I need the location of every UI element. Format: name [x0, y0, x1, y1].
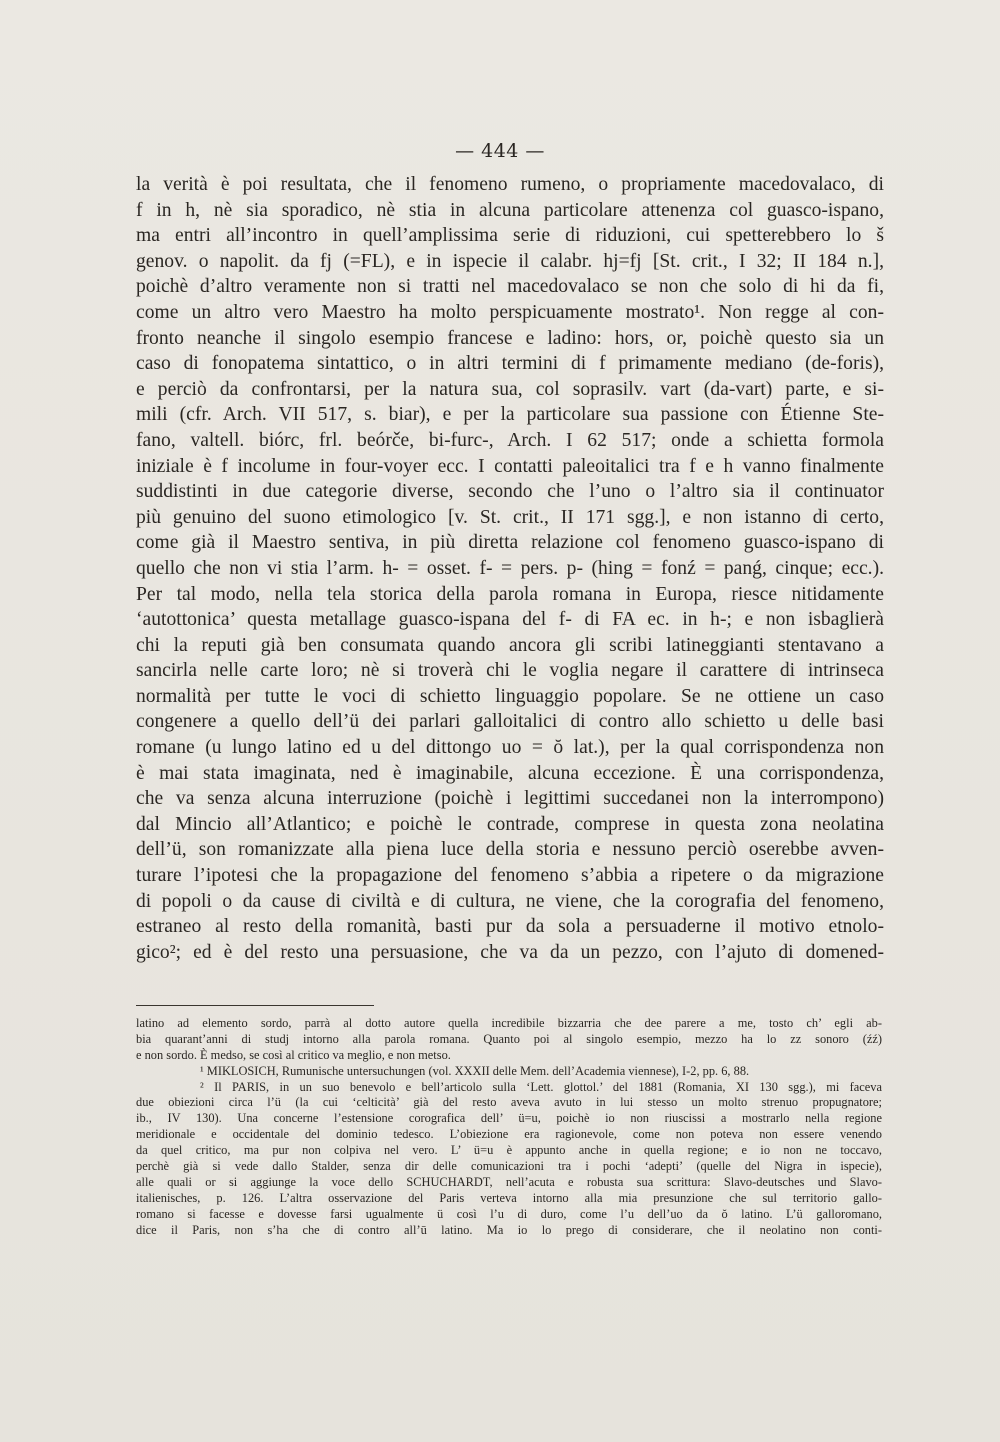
text-line: iniziale è f incolume in four-voyer ecc. I contatti paleoitalici tra f e h vanno finalmente: [136, 455, 884, 477]
text-line: genov. o napolit. da fj (=FL), e in ispecie il calabr. hj=fj [St. crit., I 32; II 184 n.],: [136, 250, 884, 272]
footnote-line: perchè già si vede dallo Stalder, senza dir delle comunicazioni tra i pochi ‘adepti’ (quelle del Nigra in ispecie),: [136, 1159, 882, 1174]
footnotes: [136, 1016, 882, 1238]
text-line: che va senza alcuna interruzione (poichè i legittimi succedanei non la interrompono): [136, 788, 884, 810]
text-line: fano, valtell. biórc, frl. beórče, bi-furc-, Arch. I 62 517; onde a schietta formola: [136, 429, 884, 451]
text-line: chi la reputi già ben consumata quando ancora gli scribi latineggianti stentavano a: [136, 634, 884, 656]
text-line: come un altro vero Maestro ha molto perspicuamente mostrato¹. Non regge al con-: [136, 301, 884, 323]
page-number: — 444 —: [455, 140, 545, 162]
text-line: congenere a quello dell’ü dei parlari galloitalici di contro allo schietto u delle basi: [136, 711, 884, 733]
text-line: ‘autottonica’ questa metallage guasco-ispana del f- di FA ec. in h-; e non isbaglierà: [136, 609, 884, 631]
footnote-line: italienisches, p. 126. L’altra osservazione del Paris verteva intorno alla mia presunzione che sul territorio gallo-: [136, 1190, 882, 1205]
footnote-line: e non sordo. È medso, se così al critico va meglio, e non metso.: [136, 1047, 451, 1062]
text-line: dell’ü, son romanizzate alla piena luce della storia e nessuno perciò oserebbe avven-: [136, 839, 884, 861]
text-line: normalità per tutte le voci di schietto linguaggio popolare. Se ne ottiene un caso: [136, 685, 884, 707]
text-line: gico²; ed è del resto una persuasione, che va da un pezzo, con l’ajuto di domened-: [136, 941, 884, 963]
footnote-line: alle quali or si aggiunge la voce dello SCHUCHARDT, nell’acuta e robusta sua scrittura: Slavo-deutsches und Slavo-: [136, 1174, 882, 1189]
text-line: quello che non vi stia l’arm. h- = osset. f- = pers. p- (hing = fonź = panǵ, cinque; ecc.).: [136, 557, 884, 579]
text-line: di popoli o da cause di civiltà e di cultura, ne viene, che la corografia del fenomeno,: [136, 890, 884, 912]
footnote-line: ² Il PARIS, in un suo benevolo e bell’articolo sulla ‘Lett. glottol.’ del 1881 (Romania, XI 130 sgg.), mi faceva: [200, 1079, 882, 1094]
footnote-divider: [136, 1005, 374, 1006]
text-line: e perciò da confrontarsi, per la natura sua, col soprasilv. vart (da-vart) parte, e si-: [136, 378, 884, 400]
footnote-line: da quel critico, ma pur non colpiva nel vero. L’ ü=u è appunto anche in quella regione; e io non ne toccavo,: [136, 1143, 882, 1158]
text-line: sancirla nelle carte loro; nè si troverà chi le voglia negare il carattere di intrinseca: [136, 660, 884, 682]
text-line: turare l’ipotesi che la propagazione del fenomeno s’abbia a ripetere o da migrazione: [136, 865, 884, 887]
text-line: come già il Maestro sentiva, in più diretta relazione col fenomeno guasco-ispano di: [136, 532, 884, 554]
footnote-line: due obiezioni circa l’ü (la cui ‘celticità’ già del resto aveva avuto in lui stesso un molto strenuo propugnatore;: [136, 1095, 882, 1110]
text-line: suddistinti in due categorie diverse, secondo che l’uno o l’altro sia il continuator: [136, 481, 884, 503]
footnote-line: bia quarant’anni di studj intorno alla parola romana. Quanto poi al singolo esempio, mezzo ha lo zz sonoro (źź): [136, 1031, 882, 1046]
footnote-line: ib., IV 130). Una concerne l’estensione corografica dell’ ü=u, poichè io non riuscissi a mostrarlo nella regione: [136, 1111, 882, 1126]
text-line: fronto neanche il singolo esempio francese e ladino: hors, or, poichè questo sia un: [136, 327, 884, 349]
text-line: ma entri all’incontro in quell’amplissima serie di riduzioni, cui spetterebbero lo š: [136, 225, 884, 247]
text-line: f in h, nè sia sporadico, nè stia in alcuna particolare attenenza col guasco-ispano,: [136, 199, 884, 221]
text-line: estraneo al resto della romanità, basti pur da sola a persuaderne il motivo etnolo-: [136, 916, 884, 938]
text-line: caso di fonopatema sintattico, o in altri termini di f primamente mediano (de-foris),: [136, 353, 884, 375]
main-text: [136, 172, 884, 965]
footnote-line: dice il Paris, non s’ha che di contro all’ū latino. Ma io lo prego di considerare, che il neolatino non conti-: [136, 1222, 882, 1237]
text-line: poichè d’altro veramente non si tratti nel macedovalaco se non che solo di hi da fi,: [136, 276, 884, 298]
footnote-line: romano si facesse e dovesse farsi ugualmente ü così l’u di duro, come l’u dell’uo da ŏ latino. L’ü galloromano,: [136, 1206, 882, 1221]
footnote-line: meridionale e occidentale del dominio tedesco. L’obiezione era ragionevole, come non poteva non essere venendo: [136, 1127, 882, 1142]
text-line: la verità è poi resultata, che il fenomeno rumeno, o propriamente macedovalaco, di: [136, 174, 884, 195]
text-line: Per tal modo, nella tela storica della parola romana in Europa, riesce nitidamente: [136, 583, 884, 605]
text-line: mili (cfr. Arch. VII 517, s. biar), e per la particolare sua passione con Étienne Ste-: [136, 404, 884, 426]
footnote-line: ¹ MIKLOSICH, Rumunische untersuchungen (vol. XXXII delle Mem. dell’Academia viennese), I-2, pp. 6, 88.: [200, 1063, 750, 1078]
text-line: più genuino del suono etimologico [v. St. crit., II 171 sgg.], e non istanno di certo,: [136, 506, 884, 528]
text-line: è mai stata imaginata, ned è imaginabile, alcuna eccezione. È una corrispondenza,: [136, 762, 884, 784]
footnote-line: latino ad elemento sordo, parrà al dotto autore quella incredibile bizzarria che dee parere a me, tosto ch’ egli ab-: [136, 1016, 882, 1030]
text-line: romane (u lungo latino ed u del dittongo uo = ŏ lat.), per la qual corrispondenza non: [136, 737, 884, 759]
text-line: dal Mincio all’Atlantico; e poichè le contrade, comprese in questa zona neolatina: [136, 813, 884, 835]
